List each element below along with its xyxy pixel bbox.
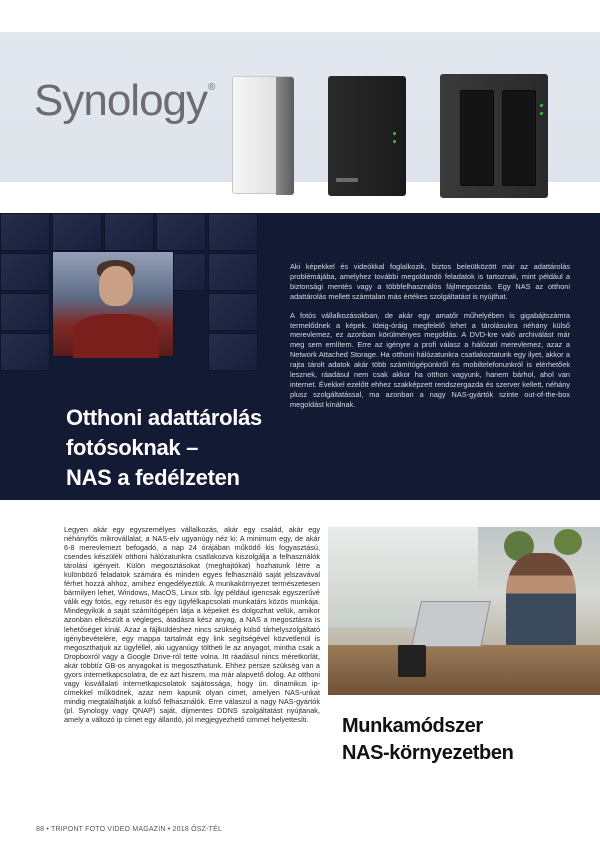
workspace-photo bbox=[328, 527, 600, 695]
section-title: Munkamódszer NAS-környezetben bbox=[342, 715, 514, 764]
article-body-text: Legyen akár egy egyszemélyes vállalkozás, akár egy család, akár egy néhányfős mikrovállalat, a NAS-elv ugyanúgy néz ki: A minimum egy, de akár 6-8 merevlemezt befogadó, a nap 24 órájában működő kis fogyasztású, csendes készülék otthoni hálózatunkra csatlakozva kiszolgálja a felhasználók tárolási igényeit. Külön megosztásokat (meghajtókat) hozhatunk létre a különböző feladatok számára és minden egyes felhasználó saját jelszavával férhet hozzá ahhoz, amihez engedélyeztük. A munkakörnyezet természetesen bármilyen lehet, Windows, MacOS, Linux stb. Így például igencsak egyszerűvé válik egy fotós, egy retusör és egy ügyfélkapcsolati munkatárs közös munkája. Mindegyikük a saját számítógépén látja a képeket és dolgozhat velük, amikor azonban elkészült a végleges, átadásra kész anyag, a NAS a megosztásra is lehetőséget kínál. Azaz a fájlküldéshez nincs szükség külső tárhelyszolgáltató igénybevételére, egy mappa tartalmát egy link segítségével közvetlenül is megoszthatjuk az ügyféllel, aki ugyanúgy töltheti le az anyagot, mintha csak a Dropboxról vagy a Google Drive-ról tette volna. Itt ráadásul nincs méretkorlát, akár többtíz GB-os anyagokat is megoszthatunk. Ehhez persze szükség van a gyors internetkapcsolatra, de ez azt hiszem, ma már alapvető dolog. Az otthoni vagy kisvállalati internetkapcsolatok sajátossága, hogy ún. dinamikus ip-címekkel működnek, azaz nem kapunk olyan cimet, amelyen NAS-unkat mindig megtalálhatják a külső felhasználók. Erre válaszul a nagy NAS-gyártók (pl. Synology vagy QNAP) saját, díjmentes DDNS szolgáltatást nyújtanak, amely a változó ip címet egy állandó, jól megjegyezhető cimmel helyettesíti. bbox=[64, 525, 320, 724]
article-title: Otthoni adattárolás fotósoknak – NAS a fedélzeten bbox=[66, 405, 262, 490]
article-intro-text bbox=[290, 262, 570, 410]
synology-logo: Synology® bbox=[34, 76, 215, 125]
paragraph: Aki képekkel és videókkal foglalkozik, biztos beleütközött már az adattárolás problémájába, amelyhez további megoldandó feladatok is tartoznak, mint például a biztonsági mentés vagy a többfelhasználós fájlmegosztás. Egy NAS az otthoni adattárolás mellett számtalan más értékes szolgáltatást is nyújthat. bbox=[290, 262, 570, 301]
nas-device-two-bay bbox=[328, 76, 406, 196]
nas-device-two-bay-hotswap bbox=[440, 74, 548, 198]
nas-device-single-bay bbox=[232, 76, 294, 194]
page-footer: 88 • TRIPONT FOTO VIDEO MAGAZIN • 2018 ŐSZ-TÉL bbox=[36, 826, 223, 833]
photographer-portrait-image bbox=[52, 251, 174, 357]
paragraph: A fotós vállalkozásokban, de akár egy amatőr műhelyében is gigabájtszámra termelődnek a képek. Ideig-óráig megfelelő lehet a tárolásukra néhány külső merevlemez, ez azonban körülményes megoldás. A DVD-kre való archiválást már meg sem említem. Erre az igényre a profi válasz a hálózati merevlemez, azaz a Network Attached Storage. Ha otthoni hálózatunkra csatlakoztatunk egy ilyet, akkor a rajta tárolt adatok akár több számítógépünkről és mobiltelefonunkról is elérhetőek lesznek, ráadásul nem csak akkor ha otthon vagyunk, hanem bárhol, ahol van internet. Évekkel ezelőtt ehhez szakképzett rendszergazda és szerver kellett, néhány plusz szolgáltatással, ma azonban a nagy NAS-gyártók szinte out-of-the-box megoldást kínálnak. bbox=[290, 310, 570, 409]
